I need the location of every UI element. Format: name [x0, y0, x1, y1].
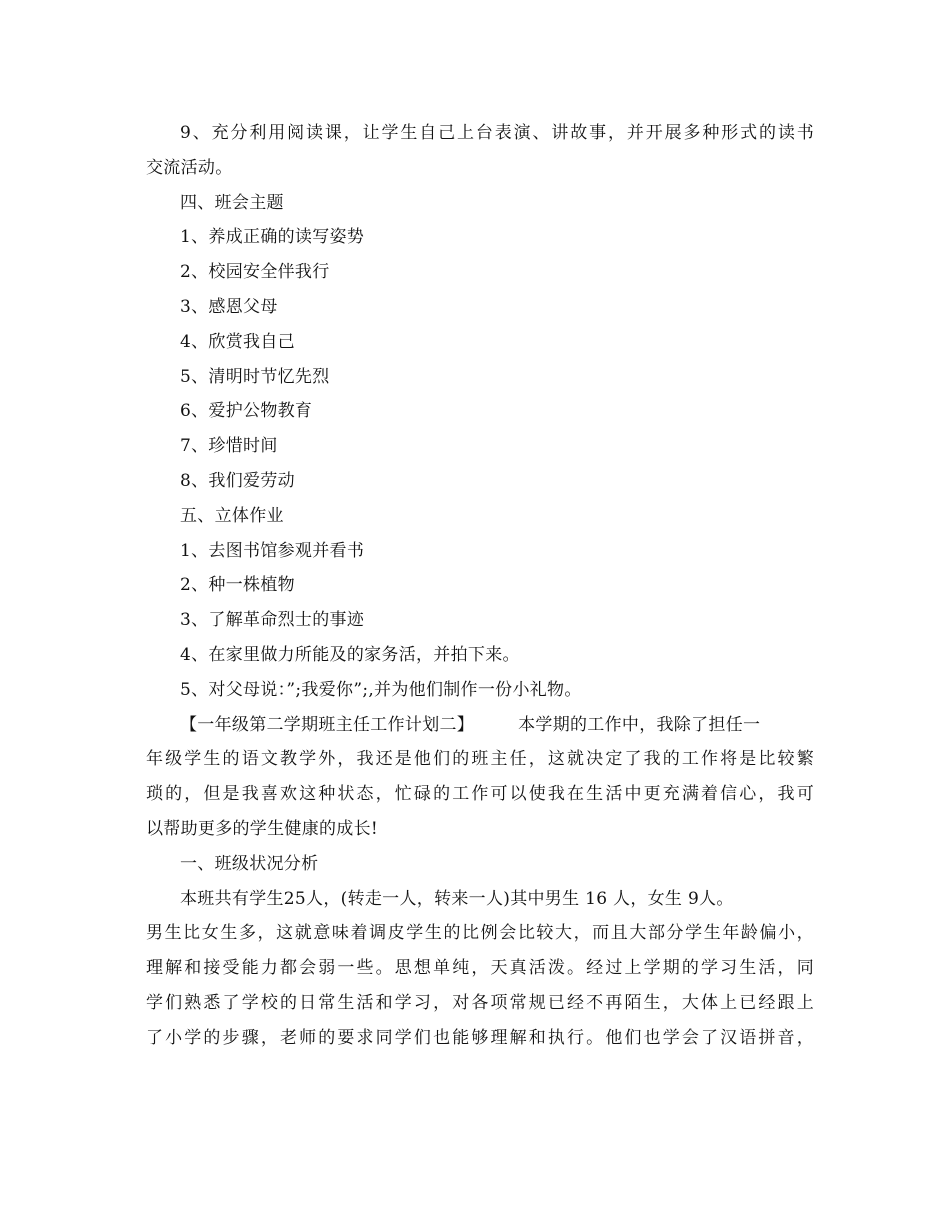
heading-line-text: 本学期的工作中，我除了担任一 — [518, 714, 761, 735]
heading-line — [146, 708, 814, 743]
text-line: 五、立体作业 — [180, 505, 284, 526]
plan-title: 【一年级第二学期班主任工作计划二】 — [180, 714, 475, 735]
text-line: 3、了解革命烈士的事迹 — [180, 610, 365, 631]
text-line: 1、去图书馆参观并看书 — [180, 540, 365, 561]
lines-block-b — [146, 742, 814, 1055]
text-line: 6、爱护公物教育 — [180, 401, 313, 422]
text-line: 年级学生的语文教学外，我还是他们的班主任，这就决定了我的工作将是比较繁 — [146, 749, 814, 770]
text-line: 交流活动。 — [146, 157, 233, 178]
text-line: 一、班级状况分析 — [180, 853, 319, 874]
document-body — [146, 116, 814, 1056]
text-line: 5、对父母说：”;我爱你”;,并为他们制作一份小礼物。 — [180, 679, 582, 700]
text-line: 3、感恩父母 — [180, 296, 278, 317]
text-line: 学们熟悉了学校的日常生活和学习，对各项常规已经不再陌生，大体上已经跟上 — [146, 992, 814, 1013]
text-line: 2、种一株植物 — [180, 575, 295, 596]
text-line: 2、校园安全伴我行 — [180, 262, 330, 283]
text-line: 9、充分利用阅读课，让学生自己上台表演、讲故事，并开展多种形式的读书 — [180, 123, 814, 143]
text-line: 4、欣赏我自己 — [180, 331, 295, 352]
text-line: 了小学的步骤，老师的要求同学们也能够理解和执行。他们也学会了汉语拼音， — [146, 1027, 814, 1048]
text-line: 本班共有学生25人，(转走一人，转来一人)其中男生 16 人，女生 9人。 — [180, 888, 734, 909]
text-line: 7、珍惜时间 — [180, 436, 278, 457]
lines-block-a — [146, 116, 814, 708]
text-line: 4、在家里做力所能及的家务活，并拍下来。 — [180, 644, 520, 665]
text-line: 理解和接受能力都会弱一些。思想单纯，天真活泼。经过上学期的学习生活，同 — [146, 958, 814, 979]
text-line: 琐的，但是我喜欢这种状态，忙碌的工作可以使我在生活中更充满着信心，我可 — [146, 784, 814, 805]
text-line: 四、班会主题 — [180, 192, 284, 213]
text-line: 以帮助更多的学生健康的成长! — [146, 818, 379, 839]
text-line: 男生比女生多，这就意味着调皮学生的比例会比较大，而且大部分学生年龄偏小， — [146, 923, 814, 944]
text-line: 8、我们爱劳动 — [180, 470, 295, 491]
text-line: 1、养成正确的读写姿势 — [180, 227, 365, 248]
text-line: 5、清明时节忆先烈 — [180, 366, 330, 387]
